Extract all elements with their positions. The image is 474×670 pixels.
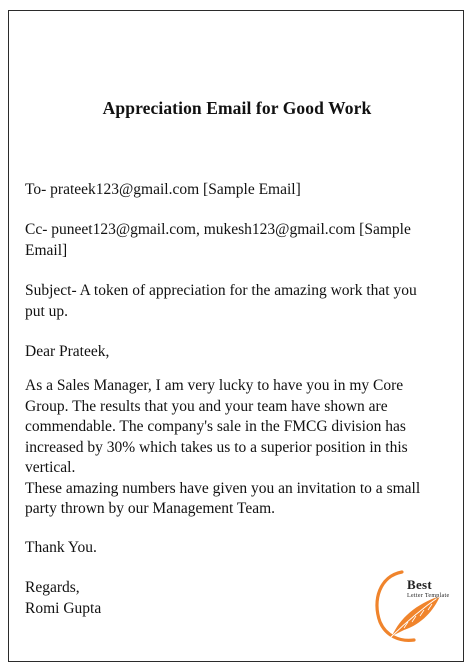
body-line: Group. The results that you and your team have shown are <box>25 397 388 415</box>
cc-block <box>25 220 455 261</box>
subject-block <box>25 281 455 322</box>
logo-subtitle: Letter Template <box>407 593 450 599</box>
cc-line: Email] <box>25 241 68 259</box>
body-line: increased by 30% which takes us to a superior position in this <box>25 438 408 456</box>
subject-line: put up. <box>25 302 69 320</box>
body-line: party thrown by our Management Team. <box>25 500 276 517</box>
to-line: To- prateek123@gmail.com [Sample Email] <box>25 181 301 198</box>
message-body <box>25 376 455 520</box>
body-line: commendable. The company's sale in the FMCG division has <box>25 418 406 435</box>
thanks-line: Thank You. <box>25 539 97 556</box>
signature-name: Romi Gupta <box>25 599 102 617</box>
page-title: Appreciation Email for Good Work <box>102 98 372 118</box>
subject-line: Subject- A token of appreciation for the amazing work that you <box>25 282 417 299</box>
greeting: Dear Prateek, <box>25 343 110 360</box>
body-line: vertical. <box>25 459 76 476</box>
logo-word: Best <box>407 577 433 592</box>
closing-line: Regards, <box>25 579 80 596</box>
brand-logo <box>370 566 460 646</box>
body-line: These amazing numbers have given you an invitation to a small <box>25 479 421 497</box>
body-line: As a Sales Manager, I am very lucky to have you in my Core <box>25 377 404 394</box>
cc-line: Cc- puneet123@gmail.com, mukesh123@gmail.com [Sample <box>25 221 411 238</box>
